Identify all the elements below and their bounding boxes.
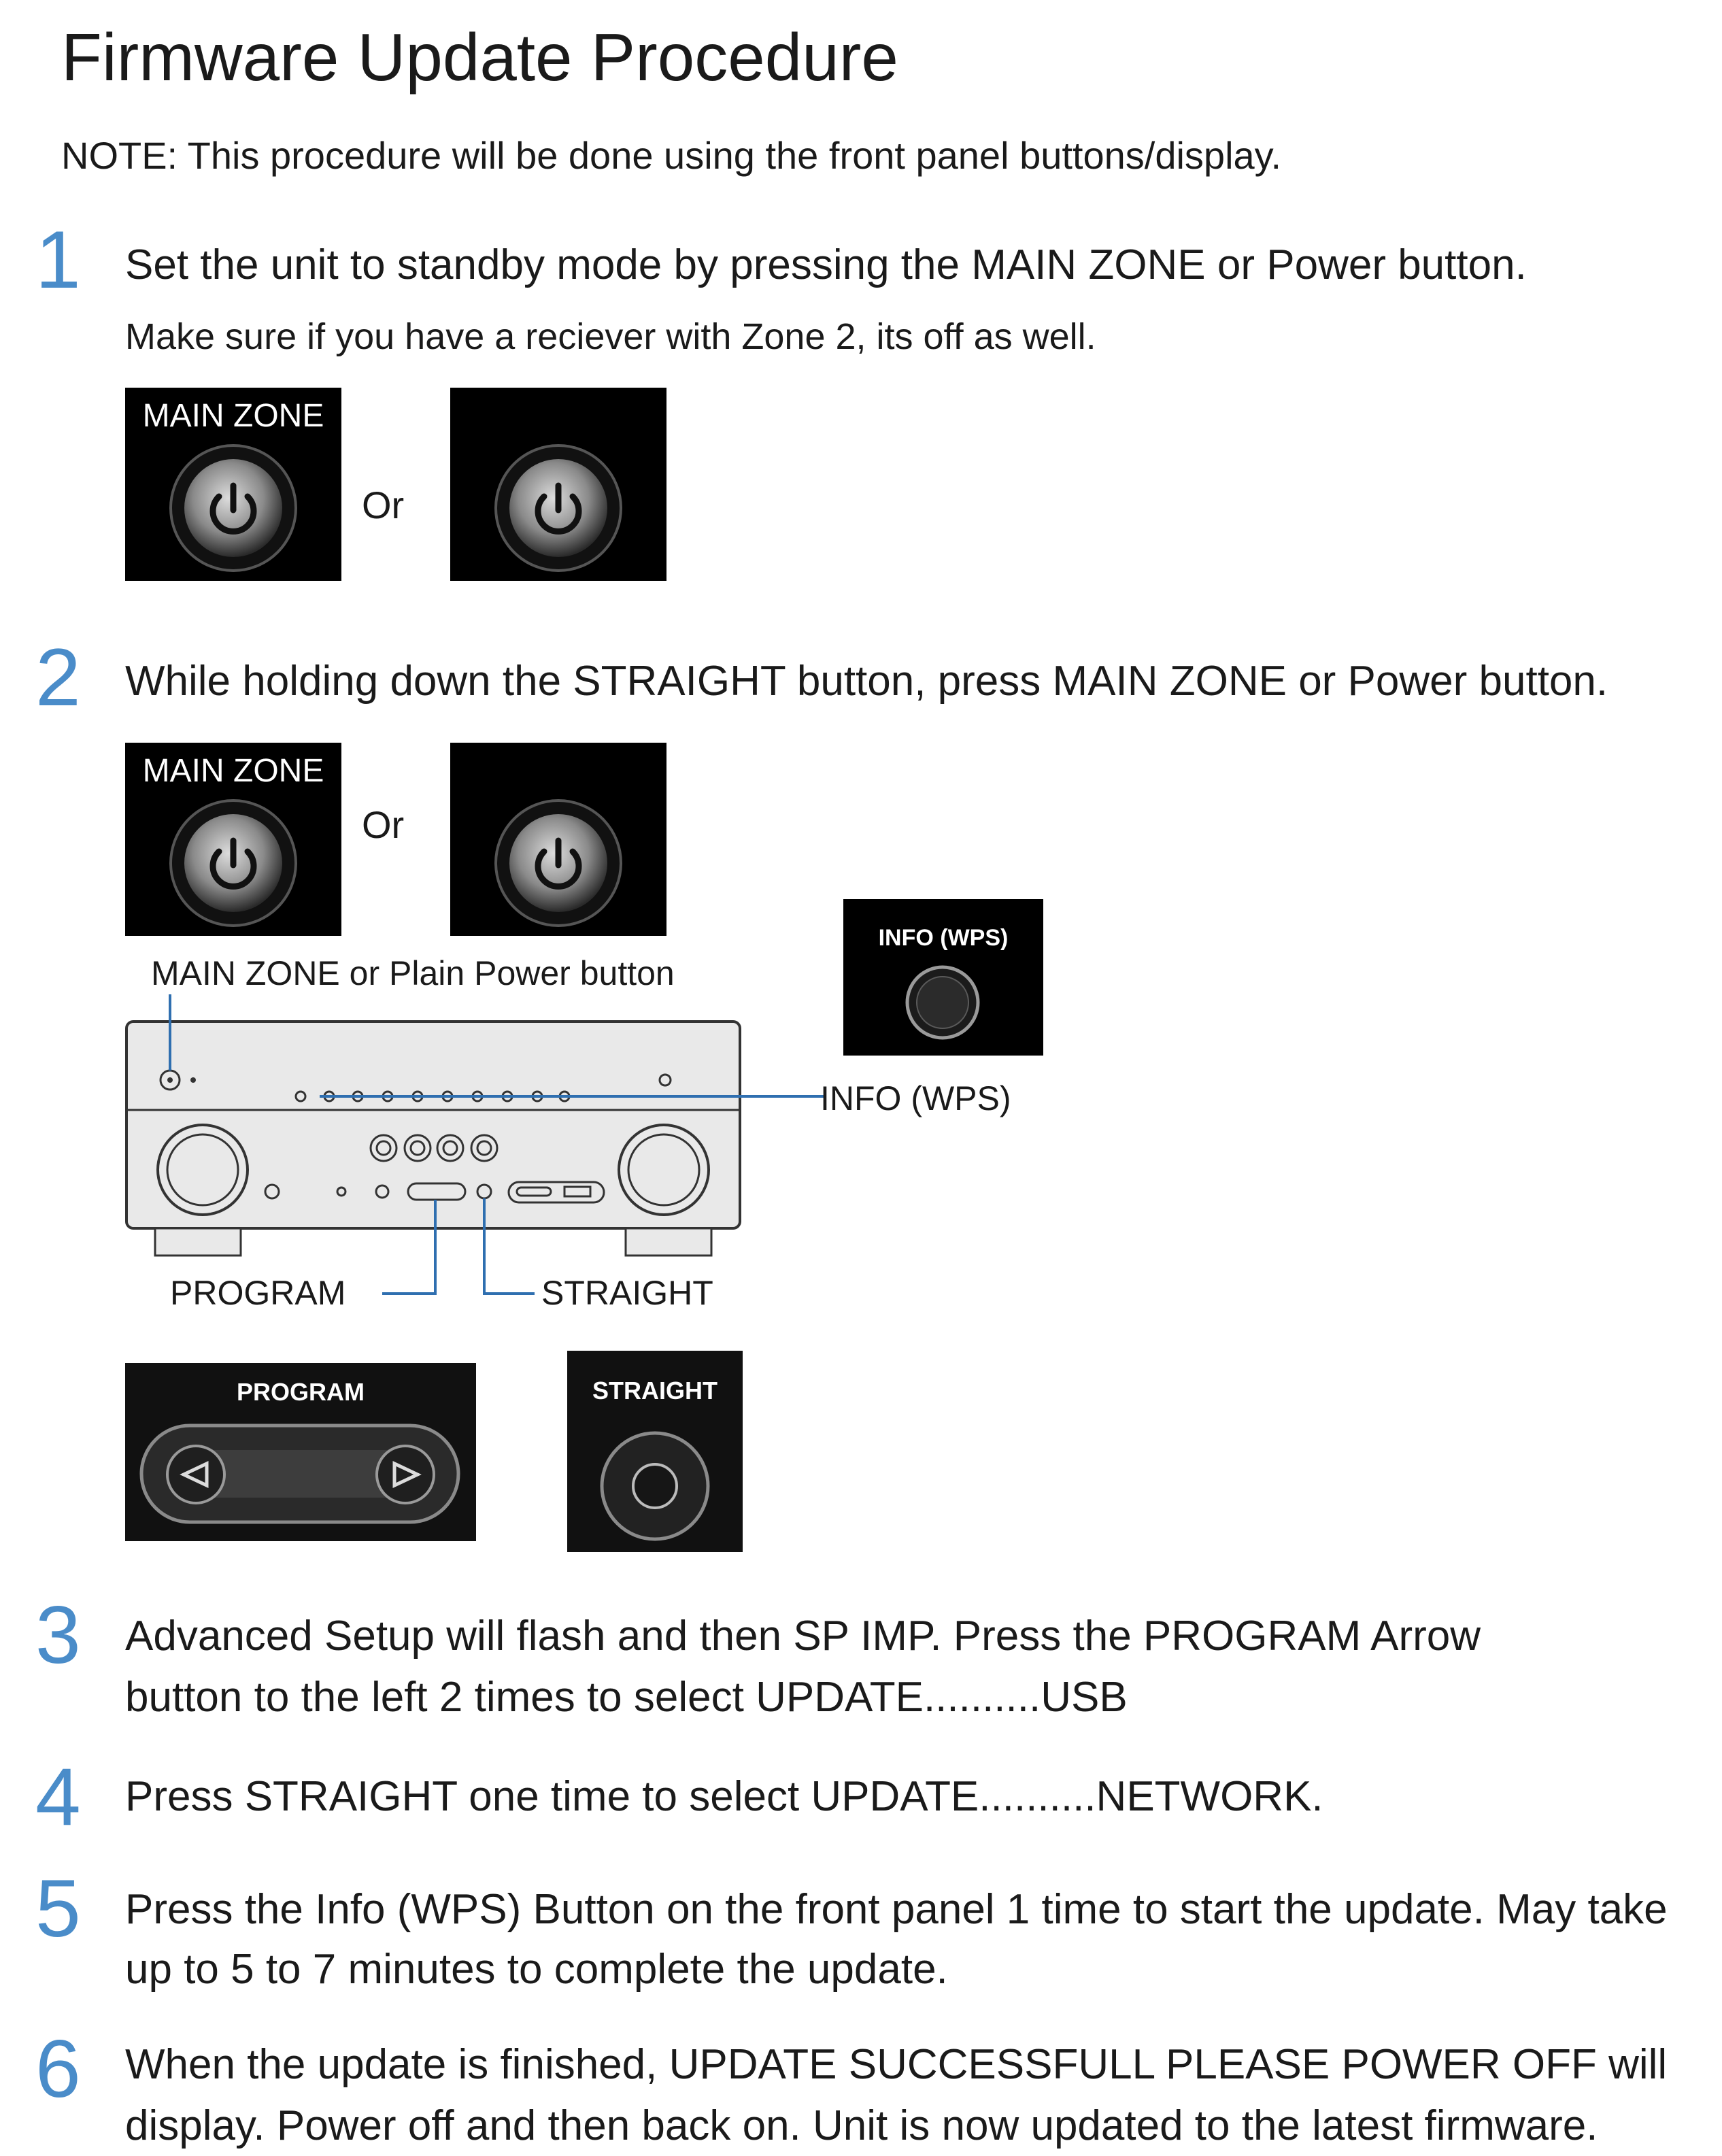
step-6-line-2: display. Power off and then back on. Unit is now updated to the latest firmware. <box>125 2102 1598 2149</box>
step-5-line-2: up to 5 to 7 minutes to complete the update. <box>125 1946 948 1993</box>
program-caption: PROGRAM <box>237 1378 365 1406</box>
step-5-number: 5 <box>35 1863 81 1954</box>
round-button-icon <box>597 1428 713 1544</box>
main-zone-caption: MAIN ZONE <box>142 398 324 434</box>
page-title: Firmware Update Procedure <box>61 20 898 95</box>
or-text-2: Or <box>362 803 405 846</box>
info-wps-label: INFO (WPS) <box>820 1079 1011 1117</box>
straight-caption: STRAIGHT <box>592 1377 718 1404</box>
main-zone-caption: MAIN ZONE <box>142 753 324 789</box>
step-1-text: Set the unit to standby mode by pressing the MAIN ZONE or Power button. <box>125 241 1527 288</box>
straight-button-image <box>567 1351 743 1552</box>
step-3-number: 3 <box>35 1589 81 1681</box>
note-text: NOTE: This procedure will be done using the front panel buttons/display. <box>61 134 1282 177</box>
main-zone-or-power-label: MAIN ZONE or Plain Power button <box>151 954 675 992</box>
step-3-line-1: Advanced Setup will flash and then SP IMP. Press the PROGRAM Arrow <box>125 1613 1481 1660</box>
step-2-text: While holding down the STRAIGHT button, press MAIN ZONE or Power button. <box>125 658 1608 705</box>
or-text-1: Or <box>362 484 405 526</box>
program-arrow-control <box>139 1421 462 1530</box>
step-6-number: 6 <box>35 2023 81 2115</box>
step-3-line-2: button to the left 2 times to select UPDATE..........USB <box>125 1674 1128 1721</box>
step-2-number: 2 <box>35 632 81 723</box>
step-4-number: 4 <box>35 1751 81 1842</box>
step-4-text: Press STRAIGHT one time to select UPDATE..........NETWORK. <box>125 1773 1323 1820</box>
step-5-line-1: Press the Info (WPS) Button on the front panel 1 time to start the update. May take <box>125 1886 1668 1933</box>
program-label: PROGRAM <box>170 1274 346 1312</box>
step-1-subtext: Make sure if you have a reciever with Zone 2, its off as well. <box>125 316 1096 357</box>
program-button-image <box>125 1363 476 1541</box>
step-1-number: 1 <box>35 214 81 305</box>
straight-label: STRAIGHT <box>541 1274 713 1312</box>
step-6-line-1: When the update is finished, UPDATE SUCCESSFULL PLEASE POWER OFF will <box>125 2041 1668 2088</box>
info-wps-caption: INFO (WPS) <box>878 925 1009 951</box>
